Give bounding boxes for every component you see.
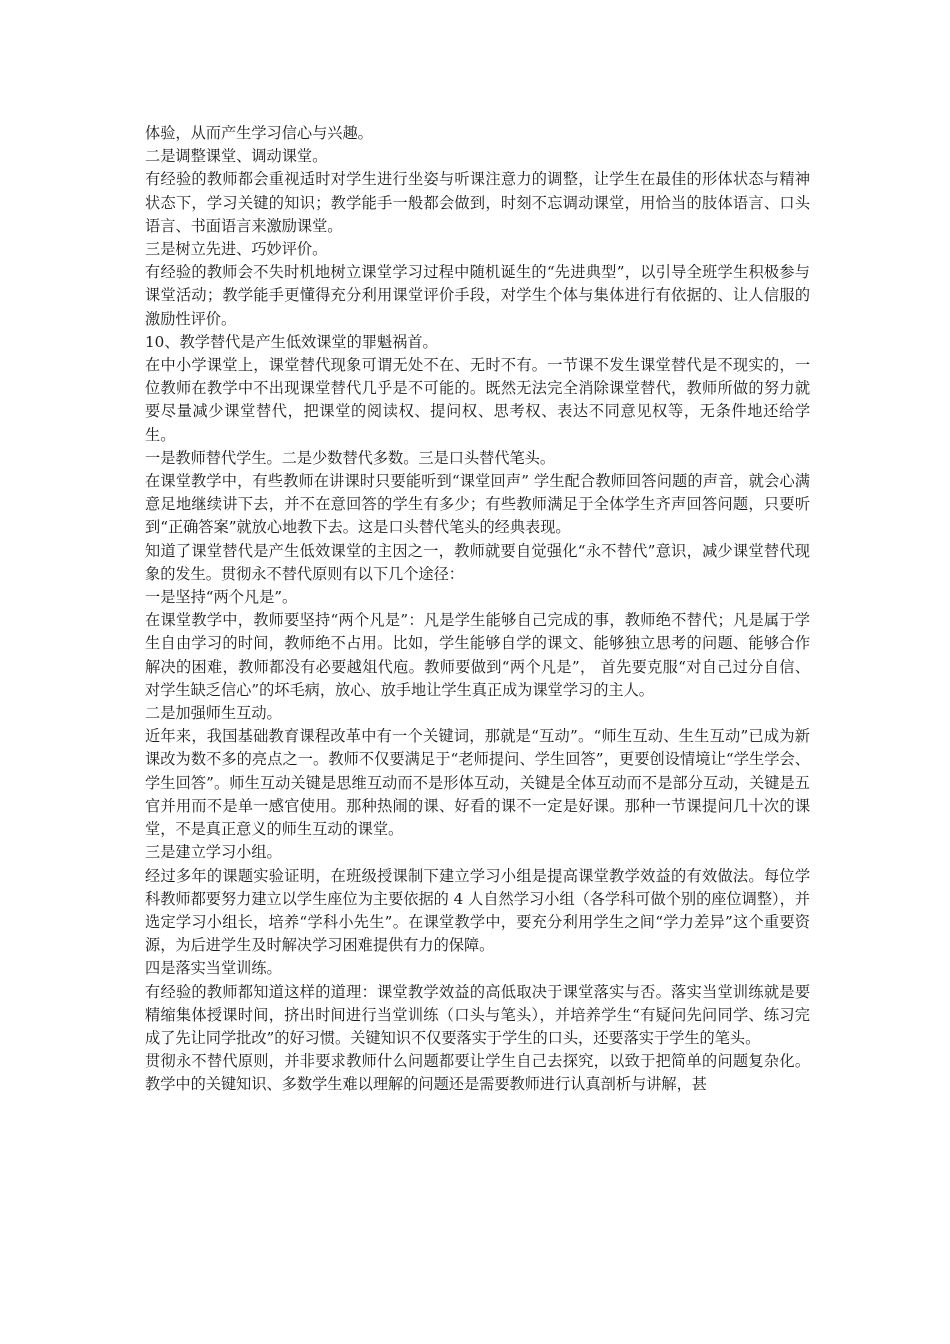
paragraph-9: 在课堂教学中，有些教师在讲课时只要能听到“课堂回声” 学生配合教师回答问题的声音，就会心满意足地继续讲下去，并不在意回答的学生有多少；有些教师满足于全体学生齐声回答问题，只要听到“正确答案”就放心地教下去。这是口头替代笔头的经典表现。	[145, 472, 810, 537]
section-heading-10: 10、教学替代是产生低效课堂的罪魁祸首。	[145, 332, 438, 351]
section-heading-adjust-classroom: 二是调整课堂、调动课堂。	[145, 147, 328, 166]
section-heading-training: 四是落实当堂训练。	[145, 959, 282, 978]
paragraph-10: 知道了课堂替代是产生低效课堂的主因之一，教师就要自觉强化“永不替代”意识，减少课堂替代现象的发生。贯彻永不替代原则有以下几个途径：	[145, 541, 810, 583]
paragraph-7: 在中小学课堂上，课堂替代现象可谓无处不在、无时不有。一节课不发生课堂替代是不现实的，一位教师在教学中不出现课堂替代几乎是不可能的。既然无法完全消除课堂替代，教师所做的努力就要尽量减少课堂替代，把课堂的阅读权、提问权、思考权、表达不同意见权等，无条件地还给学生。	[145, 356, 810, 444]
document-body	[145, 122, 810, 1097]
section-heading-interaction: 二是加强师生互动。	[145, 704, 282, 723]
paragraph-1: 体验，从而产生学习信心与兴趣。	[145, 124, 373, 142]
paragraph-14: 近年来，我国基础教育课程改革中有一个关键词，那就是“互动”。“师生互动、生生互动”已成为新课改为数不多的亮点之一。教师不仅要满足于“老师提问、学生回答”，更要创设情境让“学生学会、学生回答”。师生互动关键是思维互动而不是形体互动，关键是全体互动而不是部分互动，关键是五官并用而不是单一感官使用。那种热闹的课、好看的课不一定是好课。那种一节课提问几十次的课堂，不是真正意义的师生互动的课堂。	[145, 727, 810, 839]
paragraph-12: 在课堂教学中，教师要坚持“两个凡是”：凡是学生能够自己完成的事，教师绝不替代；凡是属于学生自由学习的时间，教师绝不占用。比如，学生能够自学的课文、能够独立思考的问题、能够合作解决的困难，教师都没有必要越俎代庖。教师要做到“两个凡是”， 首先要克服“对自己过分自信、对学生缺乏信心”的坏毛病，放心、放手地让学生真正成为课堂学习的主人。	[145, 611, 810, 699]
section-heading-study-groups: 三是建立学习小组。	[145, 843, 282, 862]
paragraph-5: 有经验的教师会不失时机地树立课堂学习过程中随机诞生的“先进典型”，以引导全班学生积极参与课堂活动；教学能手更懂得充分利用课堂评价手段，对学生个体与集体进行有依据的、让人信服的激励性评价。	[145, 263, 810, 328]
paragraph-18: 有经验的教师都知道这样的道理：课堂教学效益的高低取决于课堂落实与否。落实当堂训练就是要精缩集体授课时间，挤出时间进行当堂训练（口头与笔头），并培养学生“有疑问先问同学、练习完成了先让同学批改”的好习惯。关键知识不仅要落实于学生的口头，还要落实于学生的笔头。	[145, 982, 810, 1047]
section-heading-two-whatevers: 一是坚持“两个凡是”。	[145, 588, 298, 607]
paragraph-3: 有经验的教师都会重视适时对学生进行坐姿与听课注意力的调整，让学生在最佳的形体状态与精神状态下，学习关键的知识；教学能手一般都会做到，时刻不忘调动课堂，用恰当的肢体语言、口头语言、书面语言来激励课堂。	[145, 170, 810, 235]
paragraph-8: 一是教师替代学生。二是少数替代多数。三是口头替代笔头。	[145, 448, 556, 467]
paragraph-19: 贯彻永不替代原则，并非要求教师什么问题都要让学生自己去探究，以致于把简单的问题复杂化。教学中的关键知识、多数学生难以理解的问题还是需要教师进行认真剖析与讲解，甚	[145, 1052, 810, 1094]
section-heading-set-examples: 三是树立先进、巧妙评价。	[145, 240, 328, 259]
paragraph-16: 经过多年的课题实验证明，在班级授课制下建立学习小组是提高课堂教学效益的有效做法。每位学科教师都要努力建立以学生座位为主要依据的 4 人自然学习小组（各学科可做个别的座位调整），并选定学习小组长，培养“学科小先生”。在课堂教学中，要充分利用学生之间“学力差异”这个重要资源，为后进学生及时解决学习困难提供有力的保障。	[145, 866, 810, 955]
